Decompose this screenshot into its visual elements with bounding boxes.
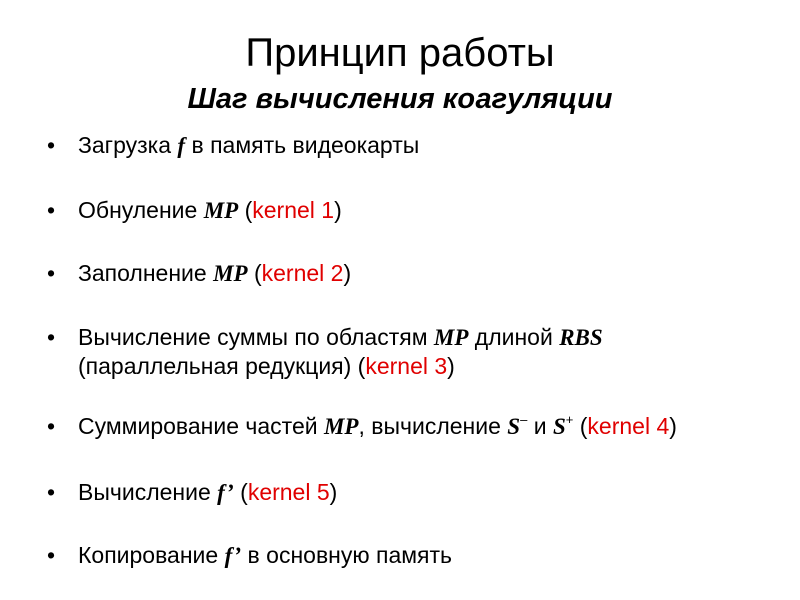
item-text: ( (573, 413, 588, 439)
bullet-dot: • (47, 479, 56, 505)
math-var: MP (433, 325, 469, 350)
math-var: S (552, 414, 566, 439)
item-text: Вычисление суммы по областям (78, 324, 434, 350)
item-text: ( (238, 197, 253, 223)
slide-title: Принцип работы (245, 31, 555, 75)
math-var: MP (203, 198, 239, 223)
bullet-dot: • (47, 260, 56, 286)
item-text: и (527, 413, 553, 439)
item-text: ( (247, 260, 262, 286)
superscript: – (520, 412, 528, 427)
bullet-item-load (47, 131, 793, 160)
math-var: f (177, 133, 186, 158)
item-text: Загрузка (78, 132, 178, 158)
item-text: ) (447, 353, 455, 379)
bullet-dot: • (47, 542, 56, 568)
item-text: Вычисление (78, 479, 218, 505)
item-text: (параллельная редукция) ( (78, 353, 366, 379)
item-text: в основную память (241, 542, 453, 568)
bullet-dot: • (47, 197, 56, 223)
bullet-dot: • (47, 132, 56, 158)
item-text: ) (343, 260, 352, 286)
item-text: ) (329, 479, 338, 505)
bullet-dot: • (47, 413, 56, 439)
bullet-item-copy (47, 541, 793, 570)
item-text: длиной (468, 324, 560, 350)
item-text: ) (669, 413, 677, 439)
bullet-item-sum-parts (47, 412, 793, 441)
item-text: , вычисление (358, 413, 508, 439)
superscript: + (565, 412, 574, 427)
item-text: Суммирование частей (78, 413, 324, 439)
kernel-label: kernel 5 (247, 479, 330, 505)
math-var: MP (323, 414, 359, 439)
item-text: ) (334, 197, 342, 223)
bullet-item-fill (47, 259, 793, 288)
item-text: Заполнение (78, 260, 214, 286)
math-var: RBS (559, 325, 603, 350)
bullet-dot: • (47, 324, 56, 350)
item-text: ( (233, 479, 248, 505)
math-var: f’ (217, 480, 234, 505)
bullet-item-zero (47, 196, 793, 225)
math-var: S (507, 414, 521, 439)
math-var: MP (213, 261, 248, 286)
item-text: в память видеокарты (185, 132, 420, 158)
math-var: f’ (224, 543, 242, 568)
slide-subtitle: Шаг вычисления коагуляции (187, 83, 613, 115)
item-text: Обнуление (78, 197, 204, 223)
kernel-label: kernel 2 (261, 260, 344, 286)
item-text: Копирование (78, 542, 225, 568)
kernel-label: kernel 4 (587, 413, 670, 439)
kernel-label: kernel 3 (365, 353, 448, 379)
bullet-item-compute-f (47, 478, 793, 507)
bullet-item-sum-regions (47, 323, 793, 380)
kernel-label: kernel 1 (252, 197, 335, 223)
